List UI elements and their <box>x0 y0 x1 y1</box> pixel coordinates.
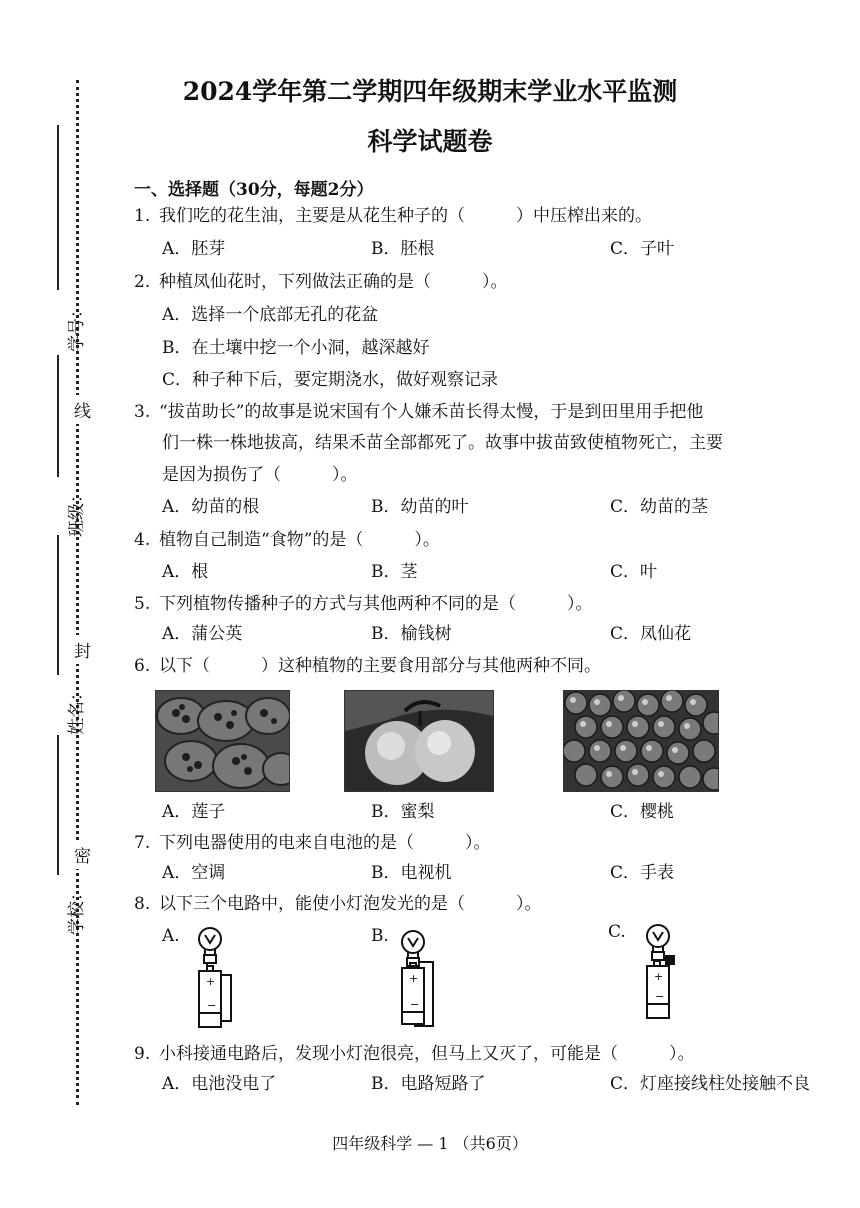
pears-image <box>345 691 493 791</box>
q3-option-c: C．幼苗的茎 <box>610 497 709 517</box>
q2-option-a: A．选择一个底部无孔的花盆 <box>162 305 379 325</box>
question-2: 2. 种植凤仙花时，下列做法正确的是（ ）。 <box>134 272 508 292</box>
exam-subtitle: 科学试题卷 <box>367 127 493 156</box>
q2-option-c: C．种子种下后，要定期浇水，做好观察记录 <box>162 370 499 390</box>
student-number-label: 学号： <box>67 301 87 352</box>
q4-option-c: C．叶 <box>610 562 658 582</box>
svg-text:−: − <box>410 998 420 1011</box>
svg-text:−: − <box>207 999 217 1012</box>
q5-option-b: B．榆钱树 <box>371 624 452 644</box>
q1-option-b: B．胚根 <box>371 239 435 259</box>
q9-option-b: B．电路短路了 <box>371 1074 486 1094</box>
lotus-seeds-image <box>156 691 289 791</box>
binding-word-line: 线 <box>74 395 91 424</box>
binding-word-seal: 封 <box>74 635 91 664</box>
q7-option-b: B．电视机 <box>371 863 452 883</box>
circuit-a-diagram <box>185 925 245 1033</box>
school-label: 学校： <box>67 884 87 935</box>
q6-option-b: B．蜜梨 <box>371 802 435 822</box>
q5-option-c: C．凤仙花 <box>610 624 692 644</box>
svg-text:+: + <box>654 970 664 983</box>
name-label: 姓名： <box>67 684 87 735</box>
name-line <box>57 535 59 675</box>
section-title: 一、选择题（30分，每题2分） <box>134 180 374 200</box>
question-7: 7. 下列电器使用的电来自电池的是（ ）。 <box>134 833 491 853</box>
page-footer: 四年级科学 — 1 （共6页） <box>332 1134 528 1153</box>
q1-option-c: C．子叶 <box>610 239 675 259</box>
svg-text:−: − <box>655 990 665 1003</box>
school-line <box>57 735 59 875</box>
question-9: 9. 小科接通电路后，发现小灯泡很亮，但马上又灭了，可能是（ ）。 <box>134 1044 695 1064</box>
question-3-line-3: 是因为损伤了（ ）。 <box>162 465 358 485</box>
q2-option-b: B．在土壤中挖一个小洞，越深越好 <box>162 338 430 358</box>
q1-option-a: A．胚芽 <box>162 239 226 259</box>
exam-title: 2024学年第二学期四年级期末学业水平监测 <box>182 77 678 106</box>
cherries-photo <box>563 690 719 792</box>
question-8: 8. 以下三个电路中，能使小灯泡发光的是（ ）。 <box>134 894 542 914</box>
q5-option-a: A．蒲公英 <box>162 624 243 644</box>
question-1: 1. 我们吃的花生油，主要是从花生种子的（ ）中压榨出来的。 <box>134 206 652 226</box>
question-6: 6. 以下（ ）这种植物的主要食用部分与其他两种不同。 <box>134 656 601 676</box>
question-3-line-2: 们一株一株地拔高，结果禾苗全部都死了。故事中拔苗致使植物死亡，主要 <box>162 433 723 453</box>
q3-option-a: A．幼苗的根 <box>162 497 260 517</box>
circuit-c-diagram <box>636 922 696 1022</box>
question-3: 3. “拔苗助长”的故事是说宋国有个人嫌禾苗长得太慢，于是到田里用手把他 <box>134 402 704 422</box>
circuit-b-diagram <box>393 928 453 1036</box>
binding-dotted-line <box>76 80 79 1105</box>
q7-option-c: C．手表 <box>610 863 675 883</box>
q9-option-c: C．灯座接线柱处接触不良 <box>610 1074 811 1094</box>
q9-option-a: A．电池没电了 <box>162 1074 277 1094</box>
q6-option-c: C．樱桃 <box>610 802 675 822</box>
q3-option-b: B．幼苗的叶 <box>371 497 469 517</box>
lotus-seeds-photo <box>155 690 290 792</box>
q8-option-b: B. <box>371 926 389 946</box>
q6-option-a: A．莲子 <box>162 802 226 822</box>
q4-option-b: B．茎 <box>371 562 418 582</box>
class-line <box>57 355 59 477</box>
svg-text:+: + <box>206 975 216 988</box>
question-4: 4. 植物自己制造“食物”的是（ ）。 <box>134 530 440 550</box>
svg-text:+: + <box>409 972 419 985</box>
binding-word-secret: 密 <box>74 840 91 869</box>
question-5: 5. 下列植物传播种子的方式与其他两种不同的是（ ）。 <box>134 594 593 614</box>
q8-option-a: A. <box>162 926 180 946</box>
q8-option-c: C. <box>608 922 626 942</box>
class-label: 班级： <box>67 486 87 537</box>
q7-option-a: A．空调 <box>162 863 226 883</box>
cherries-image <box>564 691 718 791</box>
pears-photo <box>344 690 494 792</box>
q4-option-a: A．根 <box>162 562 209 582</box>
